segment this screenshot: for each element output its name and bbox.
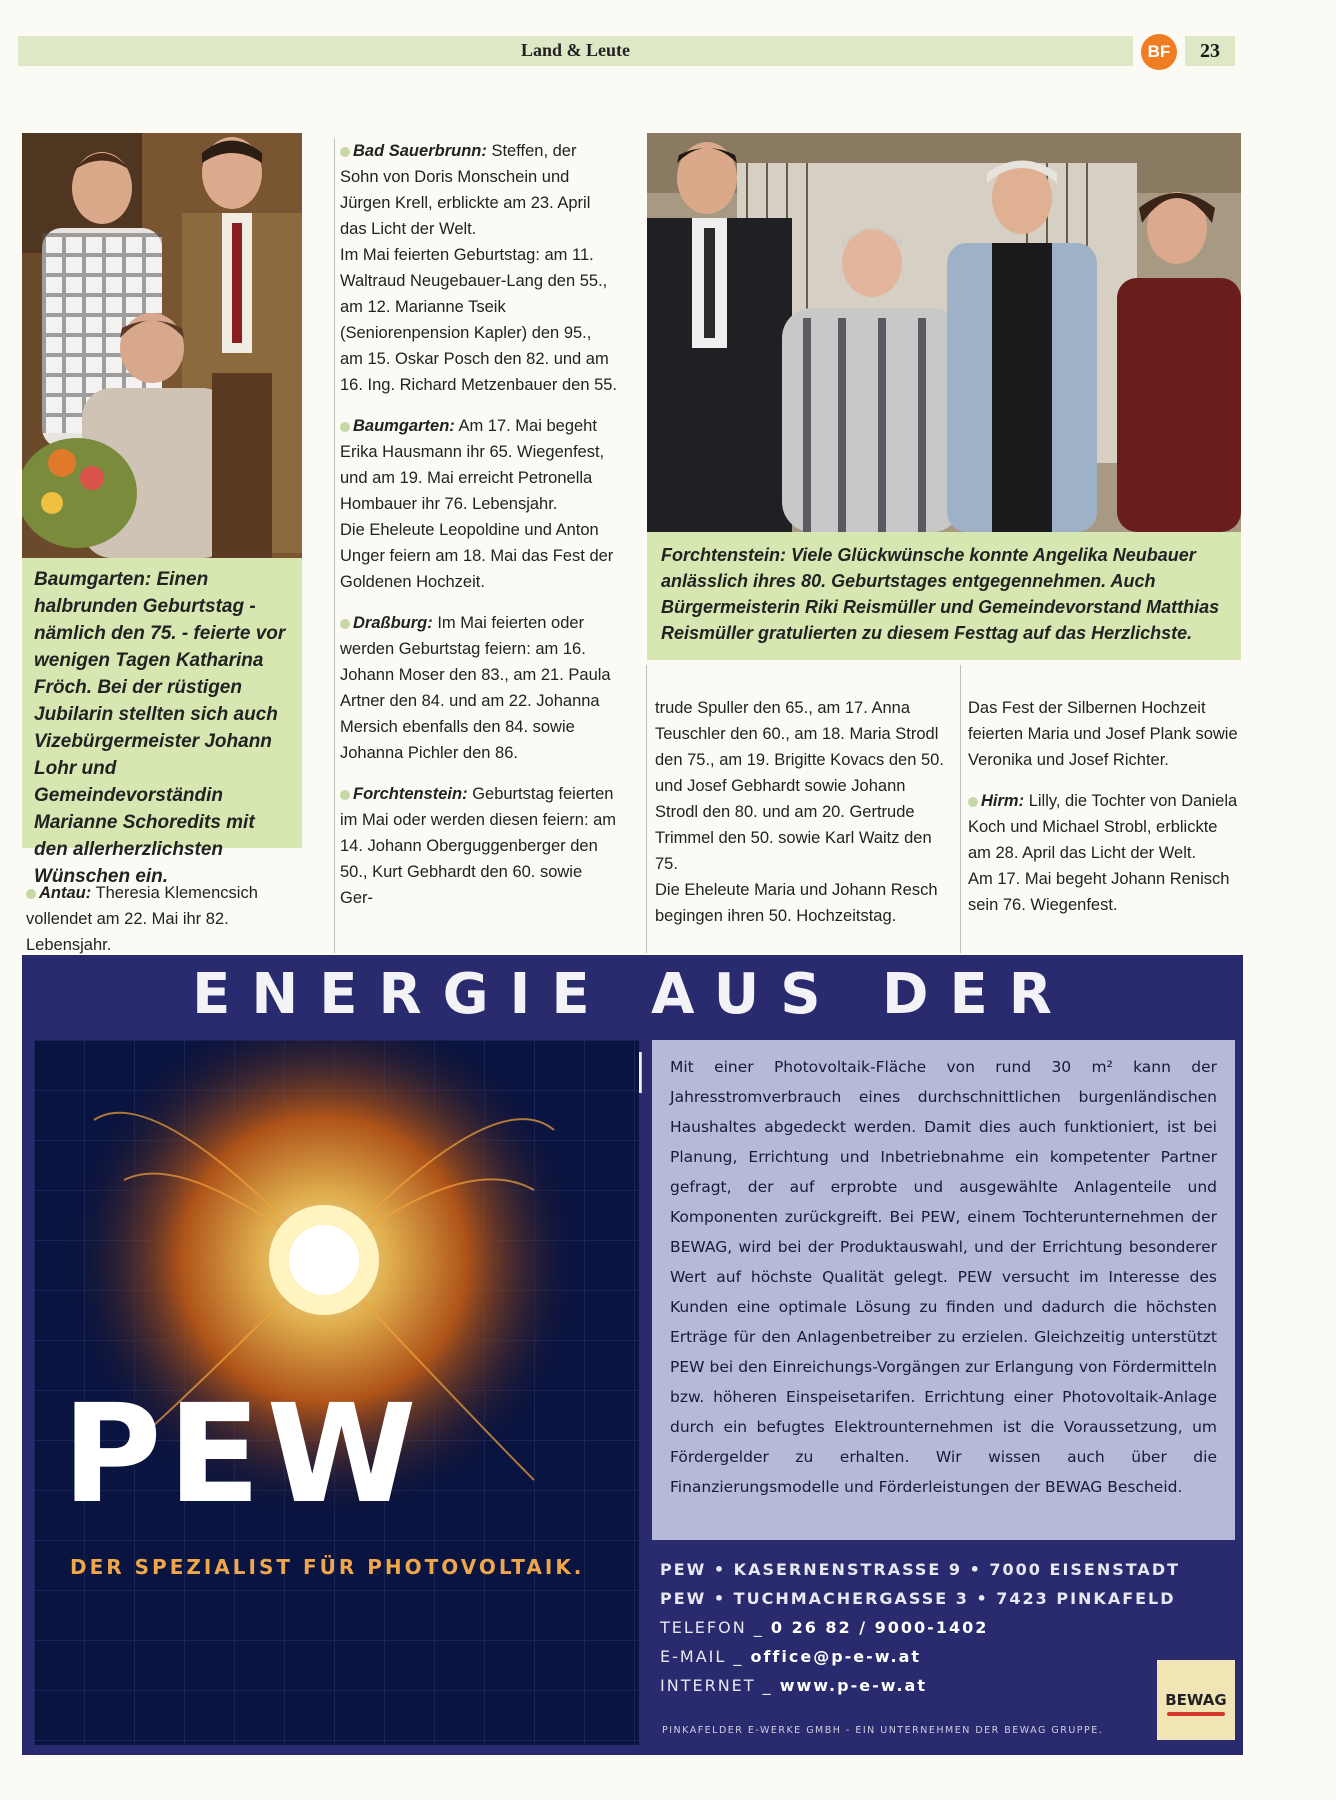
address-eisenstadt: PEW • KASERNENSTRASSE 9 • 7000 EISENSTADT	[660, 1560, 1181, 1579]
column-divider	[334, 138, 335, 953]
column-divider	[960, 665, 961, 953]
phone-label: TELEFON _	[660, 1618, 764, 1637]
email-label: E-MAIL _	[660, 1647, 744, 1666]
article-text: Am 17. Mai begeht Johann Renisch sein 76. Wiegenfest.	[968, 870, 1230, 914]
article-text: trude Spuller den 65., am 17. Anna Teuschler den 60., am 18. Maria Strodl den 75., am 19. Brigitte Kovacs den 50. und Josef Gebhardt sowie Johann Strodl den 80. und am 20. Gertrude Trimmel den 50. sowie Karl Waitz den 75.	[655, 699, 944, 873]
article-text: Theresia Klemencsich vollendet am 22. Mai ihr 82. Lebensjahr.	[26, 884, 258, 954]
article-text: Am 17. Mai begeht Erika Hausmann ihr 65. Wiegenfest, und am 19. Mai erreicht Petronella Hombauer ihr 76. Lebensjahr.	[340, 417, 605, 513]
page-number: 23	[1185, 36, 1235, 66]
article-text: Das Fest der Silbernen Hochzeit feierten Maria und Josef Plank sowie Veronika und Josef Richter.	[968, 699, 1238, 769]
article-text: Im Mai feierten oder werden Geburtstag feiern: am 16. Johann Moser den 83., am 21. Paula Artner den 84. und am 22. Johanna Mersich ebenfalls den 84. sowie Johanna Pichler den 86.	[340, 614, 611, 762]
web-label: INTERNET _	[660, 1676, 773, 1695]
section-title: Land & Leute	[520, 40, 630, 60]
bullet-dot-icon	[26, 889, 36, 899]
caption-baumgarten: Baumgarten: Einen halbrunden Geburtstag - nämlich den 75. - feierte vor wenigen Tagen Katharina Fröch. Bei der rüstigen Jubilarin stellten sich auch Vizebürgermeister Johann Lohr und Gemeindevorständin Marianne Schoredits mit den allerherzlichsten Wünschen ein.	[22, 558, 302, 848]
place-name: Hirm:	[981, 792, 1025, 810]
ad-body-text: Mit einer Photovoltaik-Fläche von rund 30 m² kann der Jahresstromverbrauch eines durchschnittlichen burgenländischen Haushaltes abgedeckt werden. Damit dies auch funktioniert, ist bei Planung, Errichtung und Inbetriebnahme ein kompetenter Partner gefragt, der auf erprobte und ausgewählte Anlagenteile und Komponenten zurückgreift. Bei PEW, einem Tochterunternehmen der BEWAG, wird bei der Produktauswahl, und der Errichtung besonderer Wert auf höchste Qualität gelegt. PEW versucht im Interesse des Kunden eine optimale Lösung zu finden und dadurch die höchsten Erträge für den Anlagenbetreiber zu erzielen. Gleichzeitig unterstützt PEW bei den Einreichungs-Vorgängen zur Erlangung von Fördermitteln bzw. höheren Einspeisetarifen. Errichtung einer Photovoltaik-Anlage durch ein befugtes Elektrounternehmen ist die Voraussetzung, um Fördergelder zu erhalten. Wir wissen auch über die Finanzierungsmodelle und Förderleistungen der BEWAG Bescheid.	[652, 1040, 1235, 1540]
bullet-dot-icon	[340, 147, 350, 157]
place-name: Bad Sauerbrunn:	[353, 142, 487, 160]
caption-forchtenstein: Forchtenstein: Viele Glückwünsche konnte Angelika Neubauer anlässlich ihres 80. Geburtstages entgegennehmen. Auch Bürgermeisterin Riki Reismüller und Gemeindevorstand Matthias Reismüller gratulierten zu diesem Festtag auf das Herzlichste.	[647, 532, 1241, 660]
article-text: Steffen, der Sohn von Doris Monschein und Jürgen Krell, erblickte am 23. April das Licht der Welt.	[340, 142, 591, 238]
pew-advertisement	[22, 955, 1243, 1755]
section-header	[18, 36, 1133, 66]
ad-contact-block	[660, 1555, 1240, 1700]
bewag-arc-icon	[1167, 1712, 1225, 1716]
ad-tagline: DER SPEZIALIST FÜR PHOTOVOLTAIK.	[70, 1555, 585, 1579]
article-text: Im Mai feierten Geburtstag: am 11. Waltraud Neugebauer-Lang den 55., am 12. Marianne Tseik (Seniorenpension Kapler) den 95., am 15. Oskar Posch den 82. und am 16. Ing. Richard Metzenbauer den 55.	[340, 246, 618, 394]
ad-headline: ENERGIE AUS DER	[192, 962, 1073, 1027]
bewag-logo-text: BEWAG	[1165, 1691, 1227, 1709]
column-divider	[646, 665, 647, 953]
article-text: Geburtstag feierten im Mai oder werden diesen feiern: am 14. Johann Oberguggenberger den 50., Kurt Gebhardt den 60. sowie Ger-	[340, 785, 617, 907]
email-address: office@p-e-w.at	[750, 1647, 922, 1666]
place-name: Antau:	[39, 884, 92, 902]
photo-baumgarten	[22, 133, 302, 558]
place-name: Baumgarten:	[353, 417, 455, 435]
email-line	[660, 1642, 1240, 1671]
ad-footer-text: PINKAFELDER E-WERKE GMBH - EIN UNTERNEHMEN DER BEWAG GRUPPE.	[662, 1725, 1104, 1736]
article-text: Die Eheleute Leopoldine und Anton Unger feiern am 18. Mai das Fest der Goldenen Hochzeit.	[340, 521, 614, 591]
phone-line	[660, 1613, 1240, 1642]
column-3	[655, 695, 945, 944]
bullet-dot-icon	[340, 790, 350, 800]
bullet-dot-icon	[968, 797, 978, 807]
website-url: www.p-e-w.at	[779, 1676, 927, 1695]
phone-number: 0 26 82 / 9000-1402	[770, 1618, 989, 1637]
bullet-dot-icon	[340, 422, 350, 432]
article-text: Lilly, die Tochter von Daniela Koch und Michael Strobl, erblickte am 28. April das Licht der Welt.	[968, 792, 1238, 862]
article-text: Die Eheleute Maria und Johann Resch begingen ihren 50. Hochzeitstag.	[655, 881, 938, 925]
place-name: Forchtenstein:	[353, 785, 468, 803]
pew-logo: PEW	[62, 1376, 423, 1534]
bullet-dot-icon	[340, 619, 350, 629]
column-4	[968, 695, 1243, 933]
address-pinkafeld: PEW • TUCHMACHERGASSE 3 • 7423 PINKAFELD	[660, 1589, 1176, 1608]
column-2	[340, 138, 618, 926]
bf-logo: BF	[1141, 34, 1177, 70]
place-name: Draßburg:	[353, 614, 433, 632]
photo-forchtenstein	[647, 133, 1241, 532]
bewag-logo	[1157, 1660, 1235, 1740]
web-line	[660, 1671, 1240, 1700]
